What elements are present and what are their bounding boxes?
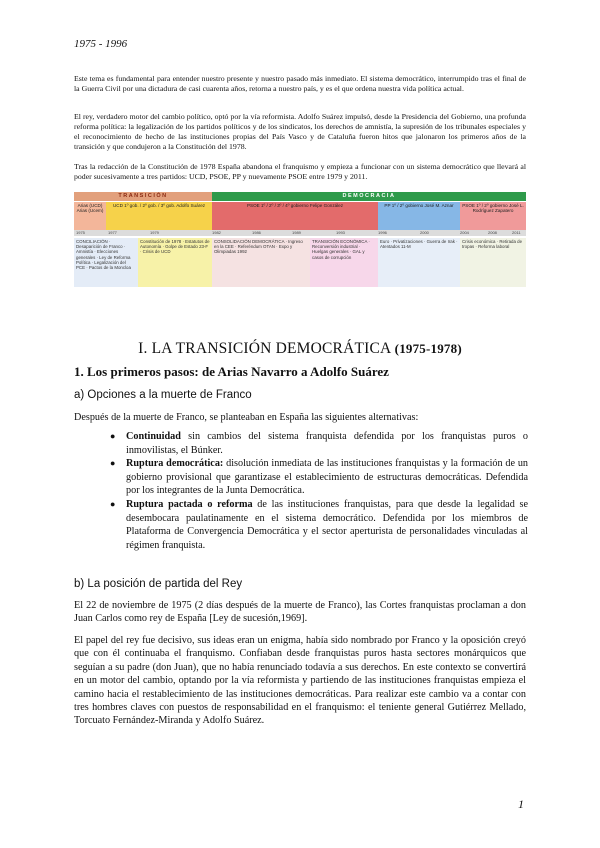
timeline-event-box: Euro · Privatizaciones · Guerra de Irak · Atentados 11-M bbox=[378, 238, 460, 287]
options-list bbox=[110, 430, 528, 552]
timeline-event-box: CONCILIACIÓN · Desaparición de Franco · Amnistía · Elecciones generales · Ley de Reforma Política · Legalización del PCE · Pactos de la Moncloa bbox=[74, 238, 138, 287]
year-label: 1996 bbox=[378, 230, 387, 235]
heading-first-steps: 1. Los primeros pasos: de Arias Navarro a Adolfo Suárez bbox=[74, 364, 389, 379]
timeline-event-box: Constitución de 1978 · Estatutos de Autonomía · Golpe de Estado 23-F · Crisis de UCD bbox=[138, 238, 212, 287]
option-text: disolución inmediata de las instituciones franquistas y la formación de un gobierno provisional que garantizase el establecimiento de estructuras democráticas. Defendida por los integrantes de la Junta Democrática. bbox=[126, 458, 529, 497]
year-label: 1975 bbox=[76, 230, 85, 235]
year-label: 1979 bbox=[150, 230, 159, 235]
intro-paragraph-2: El rey, verdadero motor del cambio político, optó por la vía reformista. Adolfo Suárez impulsó, desde la Presidencia del Gobierno, una profunda reforma política: la legalización de los partidos políticos y de los sindicatos, los derechos de amnistía, la supresión de los tribunales especiales y el reconocimiento de hecho de las instituciones propias del País Vasco y de Cataluña fueron hitos que jalonaron los primeros años de la transición y que condujeron a la Constitución del 1978. bbox=[74, 112, 526, 151]
option-term: Continuidad bbox=[126, 431, 181, 442]
year-label: 2004 bbox=[460, 230, 469, 235]
timeline-event-box: TRANSICIÓN ECONÓMICA · Reconversión industrial · Huelgas generales · GAL y casos de corrupción bbox=[310, 238, 378, 287]
subheading-king-position: b) La posición de partida del Rey bbox=[74, 578, 243, 590]
timeline-segment: Arias (UCD) Arias (Ucem) bbox=[74, 202, 106, 230]
bullet-icon: ● bbox=[110, 498, 116, 509]
timeline-year-axis bbox=[74, 230, 526, 236]
year-label: 2011 bbox=[512, 230, 521, 235]
option-term: Ruptura pactada o reforma bbox=[126, 498, 253, 510]
page-number: 1 bbox=[518, 797, 524, 811]
paragraph-after-franco: Después de la muerte de Franco, se planteaban en España las siguientes alternativas: bbox=[74, 412, 419, 423]
list-item bbox=[110, 457, 528, 498]
intro-paragraph-1: Este tema es fundamental para entender nuestro presente y nuestro pasado más inmediato. El sistema democrático, interrumpido tras el final de la Guerra Civil por una dictadura de casi cuarenta años, retorna a nuestro país, y es el que ordena nuestra vida política actual. bbox=[74, 74, 526, 93]
list-item bbox=[110, 430, 528, 457]
subheading-options: a) Opciones a la muerte de Franco bbox=[74, 389, 252, 401]
timeline-segment: PSOE 1º / 2º / 3º / 4º gobierno Felipe González bbox=[212, 202, 378, 230]
timeline-segment: UCD 1º gob. / 2º gob. / 3º gob. Adolfo Suárez bbox=[106, 202, 212, 230]
bullet-icon: ● bbox=[110, 458, 116, 469]
option-text: de las instituciones franquistas, para que desde la legalidad se desembocara paulatinamente en el sistema democrático. Defendida por los miembros de Plataforma de Convergencia Democrática y el sector aperturista de personalidades vinculadas al régimen franquista. bbox=[126, 498, 528, 551]
section-title-years: (1975-1978) bbox=[394, 341, 462, 356]
section-title-text: I. LA TRANSICIÓN DEMOCRÁTICA bbox=[138, 340, 391, 357]
paragraph-king-role: El papel del rey fue decisivo, sus ideas eran un enigma, había sido nombrado por Franco y la oposición creyó que con él continuaba el franquismo. Confiaban desde franquistas puros hasta sectores monárquicos que seguían a su padre (don Juan), que no había renunciado todavía a sus derechos. En este contexto se convertirá en un motor del cambio, optando por la vía reformista y partiendo de las instituciones franquistas empieza el camino hacia el restablecimiento de las instituciones democráticas. Para realizar este cambio va a contar con tres hombres claves con puestos de responsabilidad en el franquismo: el teniente general Gutiérrez Mellado, Torcuato Fernández-Miranda y Adolfo Suárez. bbox=[74, 635, 526, 727]
option-term: Ruptura democrática: bbox=[126, 458, 224, 470]
timeline-segment: PP 1º / 2º gobierno José M. Aznar bbox=[378, 202, 460, 230]
running-head: 1975 - 1996 bbox=[74, 38, 128, 50]
year-label: 2000 bbox=[420, 230, 429, 235]
year-label: 1989 bbox=[292, 230, 301, 235]
year-label: 1993 bbox=[336, 230, 345, 235]
option-text: sin cambios del sistema franquista defendida por los franquistas puros o inmovilistas, el Búnker. bbox=[126, 431, 528, 456]
year-label: 1982 bbox=[212, 230, 221, 235]
year-label: 1977 bbox=[108, 230, 117, 235]
timeline-segment: PSOE 1º / 2º gobierno José L. Rodríguez Zapatero bbox=[460, 202, 526, 230]
paragraph-proclamation: El 22 de noviembre de 1975 (2 días después de la muerte de Franco), las Cortes franquistas proclaman a don Juan Carlos como rey de España [Ley de sucesión,1969]. bbox=[74, 600, 526, 625]
year-label: 1986 bbox=[252, 230, 261, 235]
intro-paragraph-3: Tras la redacción de la Constitución de 1978 España abandona el franquismo y empieza a funcionar con un sistema democrático que llevará al poder sucesivamente a tres partidos: UCD, PSOE, PP y nuevamente PSOE entre 1979 y 2011. bbox=[74, 162, 526, 181]
timeline-event-box: CONSOLIDACIÓN DEMOCRÁTICA · Ingreso en la CEE · Referéndum OTAN · Expo y Olimpiadas 1992 bbox=[212, 238, 310, 287]
bullet-icon: ● bbox=[110, 431, 116, 441]
year-label: 2008 bbox=[488, 230, 497, 235]
list-item bbox=[110, 498, 528, 552]
band-democracia: DEMOCRACIA bbox=[212, 192, 526, 201]
band-transicion: TRANSICIÓN bbox=[74, 192, 212, 201]
section-title bbox=[0, 340, 600, 358]
timeline-event-box: Crisis económica · Retirada de tropas · Reforma laboral bbox=[460, 238, 526, 287]
timeline-chart bbox=[74, 192, 526, 288]
